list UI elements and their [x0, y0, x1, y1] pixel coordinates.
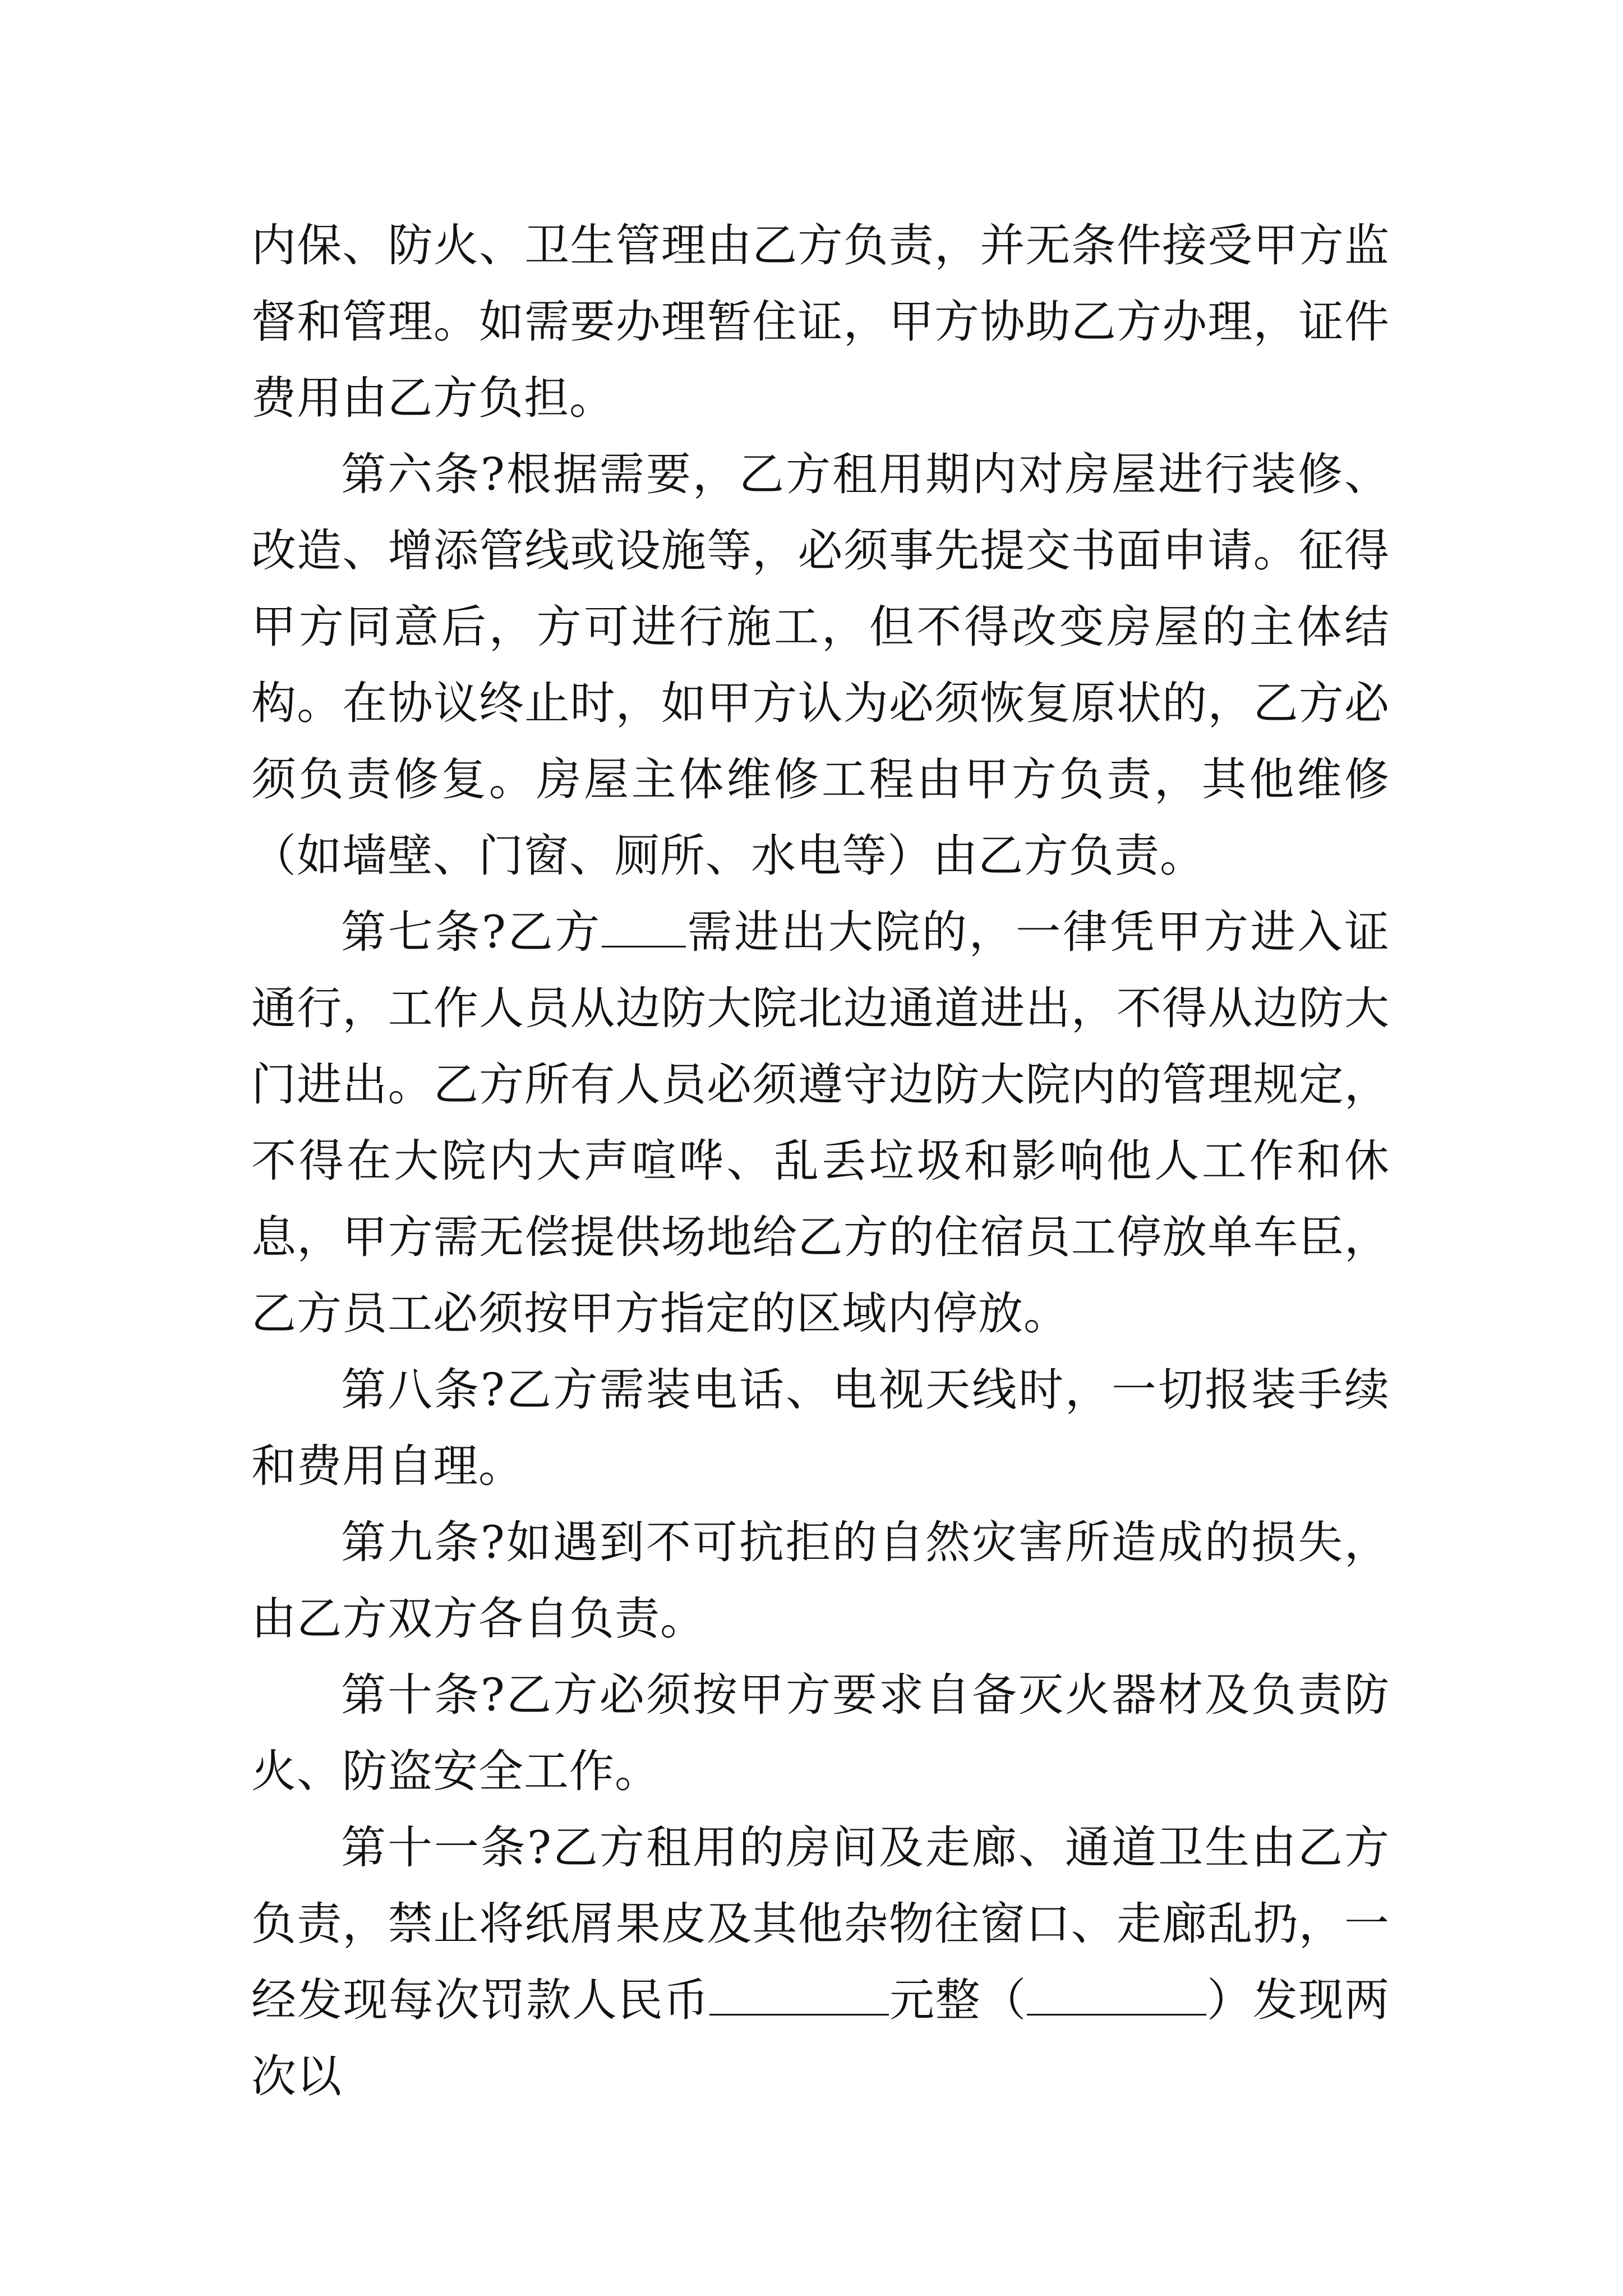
fill-in-blank [602, 908, 686, 947]
fine-amount-words-blank [1027, 1976, 1206, 2016]
article-8-paragraph: 第八条?乙方需装电话、电视天线时，一切报装手续和费用自理。 [251, 1364, 1390, 1492]
article-10-paragraph: 第十条?乙方必须按甲方要求自备灭火器材及负责防火、防盗安全工作。 [251, 1669, 1390, 1797]
article-11-text-after-blank: ）发现两次以 [251, 1974, 1390, 2102]
article-11-text-before-blank: 第十一条?乙方租用的房间及走廊、通道卫生由乙方负责，禁止将纸屑果皮及其他杂物往窗口、走廊乱扔，一经发现每次罚款人民币 [251, 1821, 1390, 2026]
article-11-paragraph [251, 1810, 1390, 2115]
article-6-paragraph: 第六条?根据需要，乙方租用期内对房屋进行装修、改造、增添管线或设施等，必须事先提交书面申请。征得甲方同意后，方可进行施工，但不得改变房屋的主体结构。在协议终止时，如甲方认为必须恢复原状的，乙方必须负责修复。房屋主体维修工程由甲方负责，其他维修（如墙壁、门窗、厕所、水电等）由乙方负责。 [251, 448, 1390, 882]
fine-amount-blank [709, 1976, 889, 2016]
article-7-text-before-blank: 第七条?乙方 [341, 906, 602, 958]
article-11-text-between-blanks: 元整（ [889, 1974, 1027, 2026]
paragraph-continuation: 内保、防火、卫生管理由乙方负责，并无条件接受甲方监督和管理。如需要办理暂住证，甲方协助乙方办理，证件费用由乙方负担。 [251, 219, 1390, 424]
article-9-paragraph: 第九条?如遇到不可抗拒的自然灾害所造成的损失，由乙方双方各自负责。 [251, 1516, 1390, 1645]
document-page [251, 208, 1390, 2115]
article-7-paragraph [251, 894, 1390, 1352]
article-7-text-after-blank: 需进出大院的，一律凭甲方进入证通行，工作人员从边防大院北边通道进出，不得从边防大门进出。乙方所有人员必须遵守边防大院内的管理规定，不得在大院内大声喧哗、乱丢垃圾和影响他人工作和休息，甲方需无偿提供场地给乙方的住宿员工停放单车臣，乙方员工必须按甲方指定的区域内停放。 [251, 906, 1390, 1340]
